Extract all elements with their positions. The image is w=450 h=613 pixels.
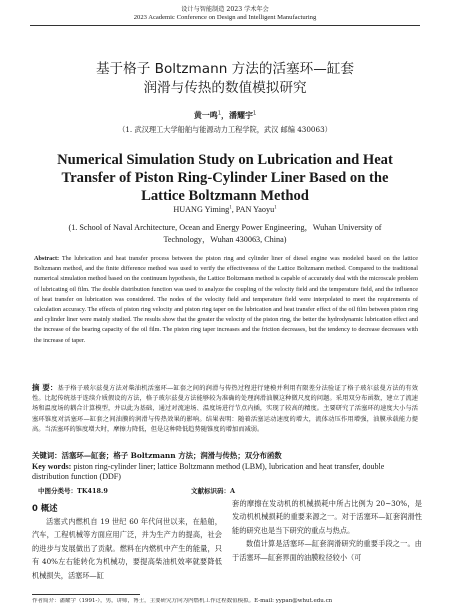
authors-en [0, 205, 450, 214]
title-cn-line2: 润滑与传热的数值模拟研究 [143, 80, 307, 96]
author-en-1-affil: 1 [229, 205, 232, 211]
author-cn-2-affil: 1 [253, 110, 257, 117]
abstract-cn-label: 摘 要： [32, 383, 58, 392]
title-en-line3: Lattice Boltzmann Method [141, 188, 309, 204]
keywords-en-text: piston ring-cylinder liner; lattice Boltzmann method (LBM), lubrication and heat transfer, double distribution function (DDF) [32, 462, 385, 481]
clc-number: 中图分类号：TK418.9 [38, 487, 108, 495]
body-text-right-column [232, 497, 422, 564]
paragraph: 数值计算是活塞环—缸套润滑研究的重要手段之一。由于活塞环—缸套界面的油膜粒径较小（可 [232, 539, 422, 562]
body-text-left-column [32, 515, 222, 582]
title-en-line1: Numerical Simulation Study on Lubrication and Heat [57, 152, 393, 168]
title-en-line2: Transfer of Piston Ring-Cylinder Liner Based on the [61, 170, 389, 186]
running-header-en: 2023 Academic Conference on Design and Intelligent Manufacturing [133, 14, 317, 21]
author-cn-2: 潘耀宇 [229, 111, 253, 120]
author-en-2-affil: 1 [274, 205, 277, 211]
section-heading: 0 概述 [32, 503, 58, 513]
keywords-cn-label: 关键词： [32, 451, 62, 460]
paragraph: 套的摩擦在发动机的机械损耗中所占比例为 20~30%，是发动机机械损耗的重要来源之一。对于活塞环—缸套润滑性能的研究也是当下研究的重点与热点。 [232, 499, 422, 535]
authors-cn [0, 110, 450, 121]
author-footnote: 作者简介：潘耀宇（1991-），男，讲师，博士，主要研究方向为内燃机工作过程数值模拟。E-mail: yypan@whut.edu.cn [32, 598, 333, 604]
abstract-cn-text: 基于格子玻尔兹曼方法对柴油机活塞环—缸套之间的润滑与传热过程进行建模并利用有限差分法验证了格子玻尔兹曼方法的有效性。比起传统基于连续介质假设的方法，格子玻尔兹曼方法能够较为准确的处理润滑油膜这种微尺度的问题。采用双分布函数，建立了流速场和温度场的耦合计算模型，并以此为基础，通过对流速场、温度场进行节点内插，实现了较高的精度。主要研究了活塞环的速度大小与活塞环锥度对活塞环—缸套之间油膜的润滑与传热效果的影响。结果表明：随着活塞运动速度的增大，流体动压作用增强，油膜承载能力提高。当活塞环的锥度增大时，摩擦力降低，但是这种降低趋势随锥度的增加而减弱。 [32, 385, 418, 433]
affiliation-en-line2: Technology，Wuhan 430063, China) [163, 235, 287, 244]
document-code: 文献标识码：A [191, 487, 236, 495]
affiliation-cn: （1. 武汉理工大学船舶与能源动力工程学院，武汉 邮编 430063） [118, 125, 332, 134]
author-en-1: HUANG Yiming [173, 205, 230, 214]
footnote-divider [32, 594, 140, 595]
paragraph: 活塞式内燃机自 19 世纪 60 年代问世以来，在船舶，汽车，工程机械等方面应用广泛，并为生产力的提高，社会的进步与发展做出了贡献。燃料在内燃机中产生的能量，只有 40%左右能转化为机械功，要提高柴油机效率就要降低机械损失，活塞环—缸 [32, 517, 222, 580]
title-cn-line1: 基于格子 Boltzmann 方法的活塞环—缸套 [95, 61, 355, 77]
affiliation-en-line1: (1. School of Naval Architecture, Ocean and Energy Power Engineering，Wuhan University of [68, 223, 382, 232]
author-separator: ， [221, 111, 229, 120]
abstract-en-text: The lubrication and heat transfer process between the piston ring and cylinder liner of diesel engine was modeled based on the lattice Boltzmann method, and the finite difference method was used to verify the effectiveness of the Lattice Boltzmann method. Compared to the traditional numerical simulation method based on the continuum hypothesis, the Lattice Boltzmann method is capable of accurately deal with the microscale problem of lubricating oil film. The double distribution function was used to analyze the coupling of the velocity field and the temperature field, and the influence of heat transfer on lubrication was considered. The nodes of the velocity field and temperature field were interpolated to meet the requirements of calculation accuracy. The effects of piston ring velocity and piston ring taper on the lubrication and heat transfer effect of the oil film between piston ring and cylinder liner were mainly studied. The results show that the greater the velocity of the piston ring, the better the hydrodynamic lubrication effect and the increase of the bearing capacity of the oil film. The piston ring taper increases and the friction decreases, but the tendency to decrease decreases with the increase of taper. [34, 255, 418, 344]
author-separator: , [231, 205, 236, 214]
author-cn-1: 黄一鸣 [193, 111, 218, 120]
author-en-2: PAN Yaoyu [235, 205, 275, 214]
abstract-cn [32, 383, 418, 435]
keywords-en [32, 462, 420, 482]
keywords-cn [32, 450, 422, 461]
abstract-en [34, 254, 418, 346]
header-divider [30, 25, 420, 26]
running-header-cn: 设计与智能制造 2023 学术年会 [181, 6, 269, 13]
keywords-en-label: Key words: [32, 462, 72, 471]
abstract-en-label: Abstract: [34, 255, 60, 262]
keywords-cn-text: 活塞环—缸套；格子 Boltzmann 方法；润滑与传热；双分布函数 [61, 451, 282, 460]
author-cn-1-affil: 1 [217, 110, 221, 117]
